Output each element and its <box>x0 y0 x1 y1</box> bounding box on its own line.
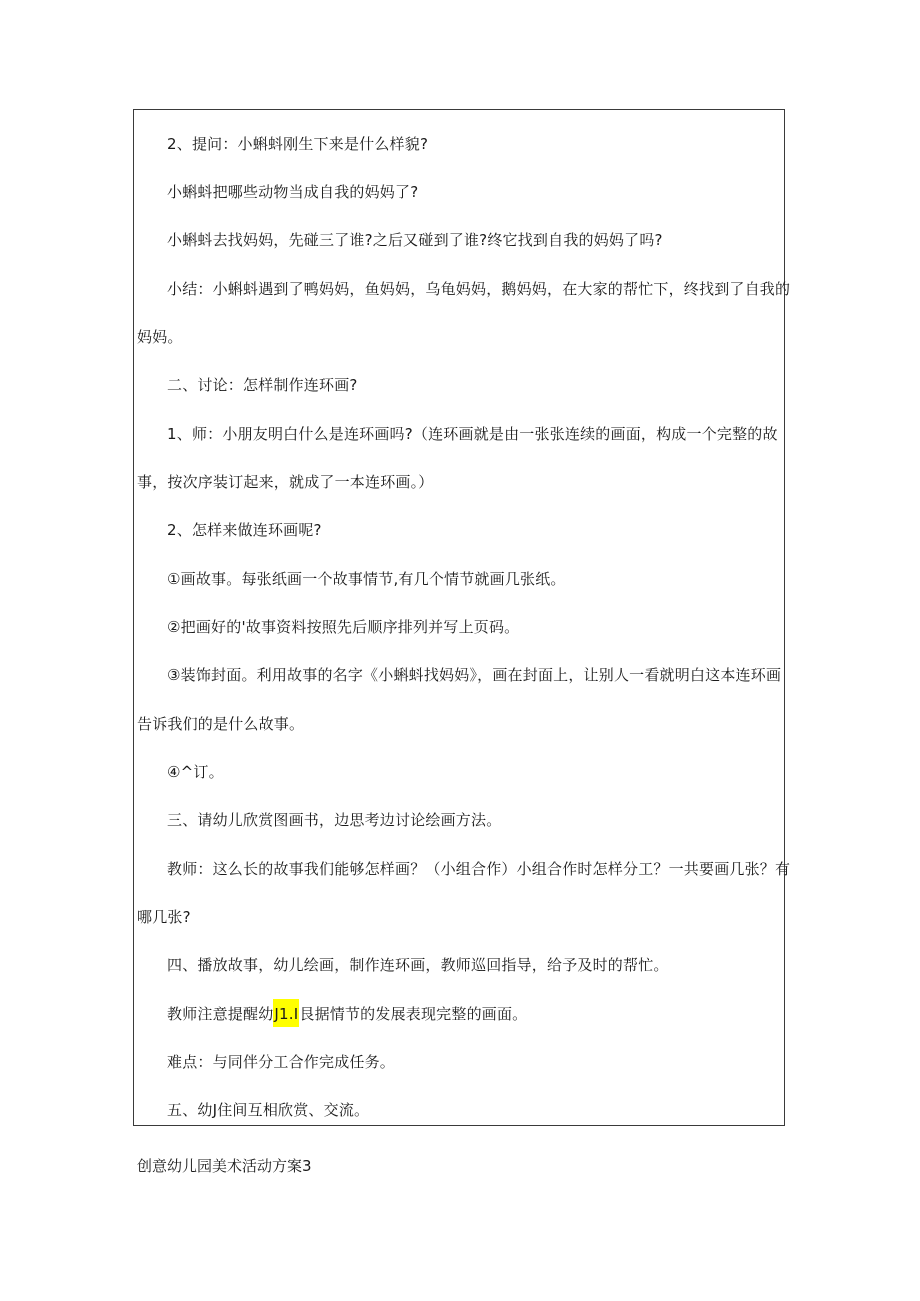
text-line: 哪几张? <box>137 908 191 926</box>
text-line: 2、提问：小蝌蚪刚生下来是什么样貌? <box>167 135 429 153</box>
text-line: 事，按次序装订起来，就成了一本连环画。） <box>137 473 434 491</box>
text-line: 告诉我们的是什么故事。 <box>137 715 305 733</box>
text-line: ④^订。 <box>167 763 224 781</box>
text-line: 小蝌蚪去找妈妈，先碰三了谁?之后又碰到了谁?终它找到自我的妈妈了吗? <box>167 231 663 249</box>
text-line: ①画故事。每张纸画一个故事情节,有几个情节就画几张纸。 <box>167 570 566 588</box>
text-line: 妈妈。 <box>137 328 183 346</box>
text-line: 小结：小蝌蚪遇到了鸭妈妈，鱼妈妈，乌龟妈妈，鹅妈妈，在大家的帮忙下，终找到了自我的 <box>167 280 791 298</box>
reminder-text-before: 教师注意提醒幼 <box>167 1005 274 1023</box>
reminder-line <box>167 1004 527 1024</box>
text-line: 小蝌蚪把哪些动物当成自我的妈妈了? <box>167 183 419 201</box>
text-line: 五、幼J住间互相欣赏、交流。 <box>167 1101 370 1119</box>
text-line: 教师：这么长的故事我们能够怎样画？（小组合作）小组合作时怎样分工？一共要画几张？有 <box>167 860 791 878</box>
text-line: ②把画好的'故事资料按照先后顺序排列并写上页码。 <box>167 618 520 636</box>
text-line: 四、播放故事，幼儿绘画，制作连环画，教师巡回指导，给予及时的帮忙。 <box>167 956 669 974</box>
text-line: 1、师：小朋友明白什么是连环画吗?（连环画就是由一张张连续的画面，构成一个完整的故 <box>167 425 778 443</box>
highlighted-text: J1.I <box>273 999 299 1027</box>
section-heading: 创意幼儿园美术活动方案3 <box>137 1157 312 1175</box>
reminder-text-after: 艮据情节的发展表现完整的画面。 <box>299 1005 528 1023</box>
text-line: 难点：与同伴分工合作完成任务。 <box>167 1053 396 1071</box>
text-line: 二、讨论：怎样制作连环画? <box>167 376 358 394</box>
text-line: 2、怎样来做连环画呢? <box>167 521 322 539</box>
text-line: ③装饰封面。利用故事的名字《小蝌蚪找妈妈》，画在封面上，让别人一看就明白这本连环画 <box>167 666 782 684</box>
text-line: 三、请幼儿欣赏图画书，边思考边讨论绘画方法。 <box>167 811 502 829</box>
